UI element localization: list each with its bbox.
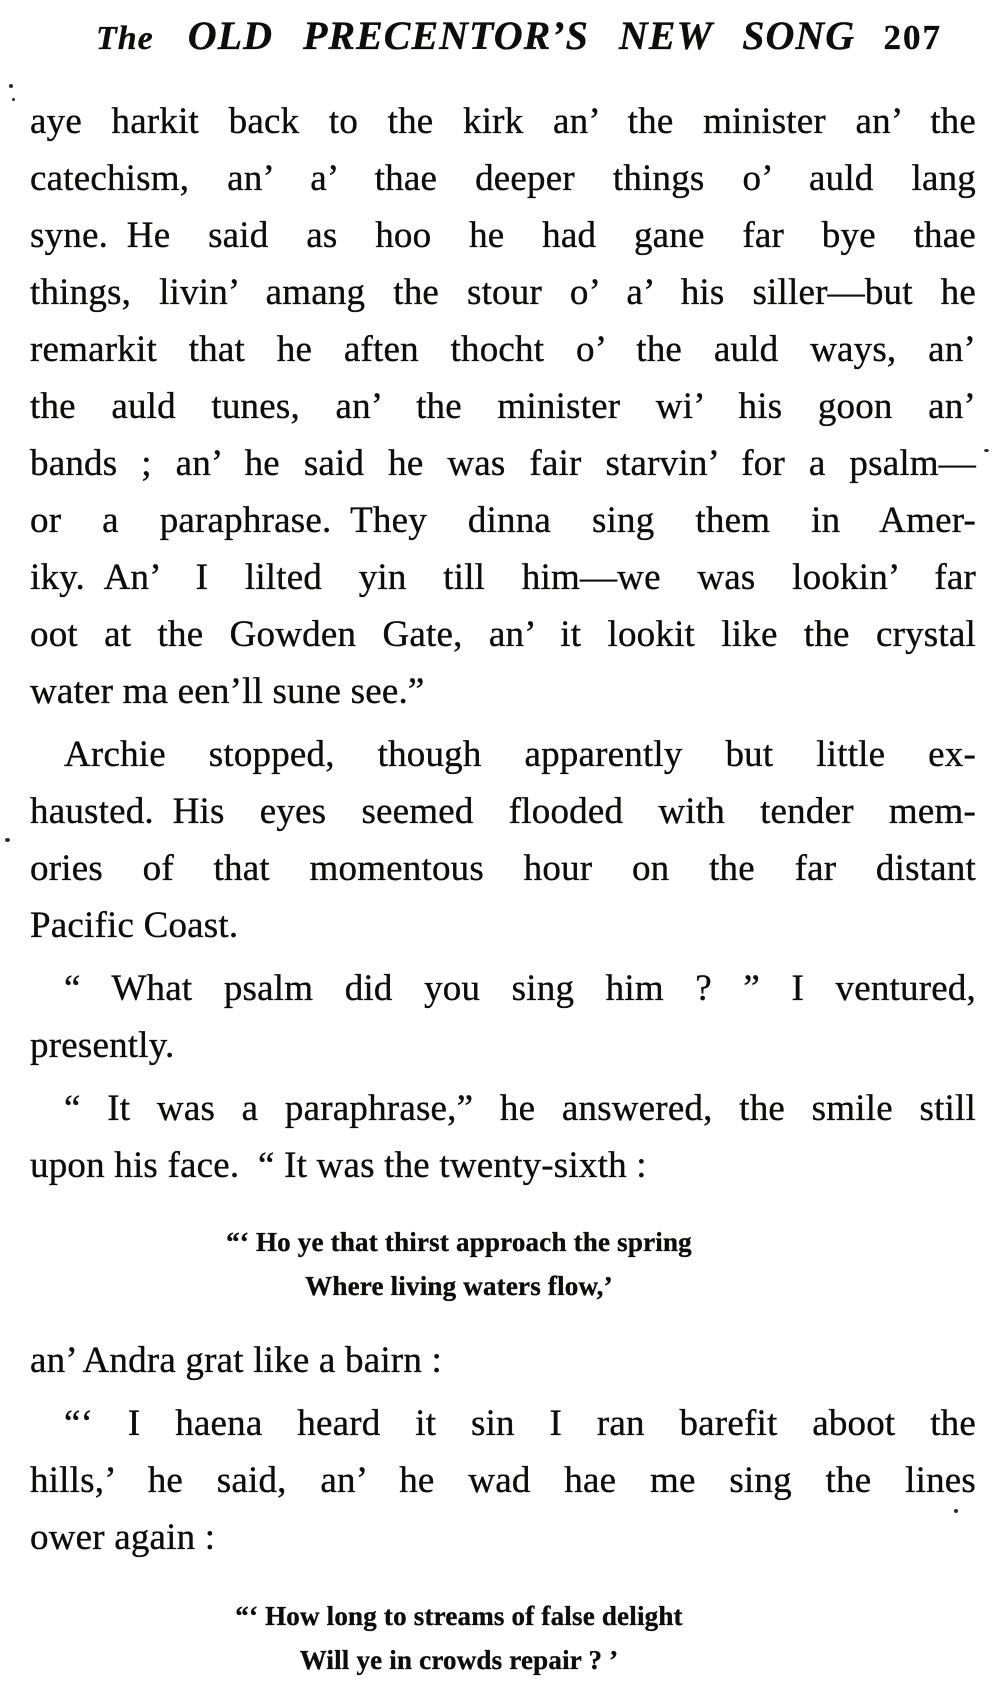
text-line: iky. An’ I lilted yin till him—we was lookin’ far (30, 557, 976, 598)
text-line: ower again : (30, 1517, 216, 1558)
text-line: syne. He said as hoo he had gane far bye thae (30, 215, 976, 256)
text-line: water ma een’ll sune see.” (30, 671, 425, 712)
ink-speck (12, 98, 15, 101)
text-line: “ What psalm did you sing him ? ” I ventured, (64, 968, 976, 1009)
title-main: OLD PRECENTOR’S NEW SONG (187, 13, 856, 58)
paragraph (30, 1395, 976, 1566)
text-line: aye harkit back to the kirk an’ the minister an’ the (30, 101, 976, 142)
paragraph (30, 1332, 976, 1389)
text-line: presently. (30, 1025, 175, 1066)
paragraph (30, 1080, 976, 1194)
text-line: Archie stopped, though apparently but little ex- (64, 734, 976, 775)
running-header (96, 12, 942, 59)
text-line: bands ; an’ he said he was fair starvin’ for a psalm— (30, 443, 976, 484)
text-line: Pacific Coast. (30, 905, 239, 946)
ink-speck (954, 1509, 958, 1513)
text-line: upon his face. “ It was the twenty-sixth : (30, 1145, 647, 1186)
text-line: catechism, an’ a’ thae deeper things o’ auld lang (30, 158, 976, 199)
verse-line: “‘ How long to streams of false delight (235, 1601, 683, 1631)
text-line: oot at the Gowden Gate, an’ it lookit like the crystal (30, 614, 976, 655)
hymn-verse (30, 1594, 888, 1682)
text-line: the auld tunes, an’ the minister wi’ his goon an’ (30, 386, 976, 427)
paragraph (30, 93, 976, 720)
text-line: ories of that momentous hour on the far distant (30, 848, 976, 889)
ink-speck (5, 838, 10, 842)
text-line: things, livin’ amang the stour o’ a’ his siller—but he (30, 272, 976, 313)
text-line: hausted. His eyes seemed flooded with tender mem- (30, 791, 976, 832)
verse-line: Will ye in crowds repair ? ’ (299, 1645, 619, 1675)
title-lead: The (96, 20, 154, 57)
text-line: hills,’ he said, an’ he wad hae me sing the lines (30, 1460, 976, 1501)
hymn-verse (30, 1220, 888, 1308)
ink-speck (9, 84, 13, 88)
text-line: “ It was a paraphrase,” he answered, the smile still (64, 1088, 976, 1129)
ink-speck (984, 449, 989, 452)
text-line: remarkit that he aften thocht o’ the auld ways, an’ (30, 329, 976, 370)
verse-line: “‘ Ho ye that thirst approach the spring (226, 1227, 692, 1257)
book-page (0, 12, 1000, 1703)
page-number: 207 (883, 18, 942, 57)
page-title (96, 12, 855, 59)
text-line: or a paraphrase. They dinna sing them in Amer- (30, 500, 976, 541)
text-line: an’ Andra grat like a bairn : (30, 1340, 442, 1381)
paragraph (30, 726, 976, 954)
paragraph (30, 960, 976, 1074)
verse-line: Where living waters flow,’ (305, 1271, 613, 1301)
page-body (30, 93, 976, 1682)
text-line: “‘ I haena heard it sin I ran barefit aboot the (64, 1403, 976, 1444)
